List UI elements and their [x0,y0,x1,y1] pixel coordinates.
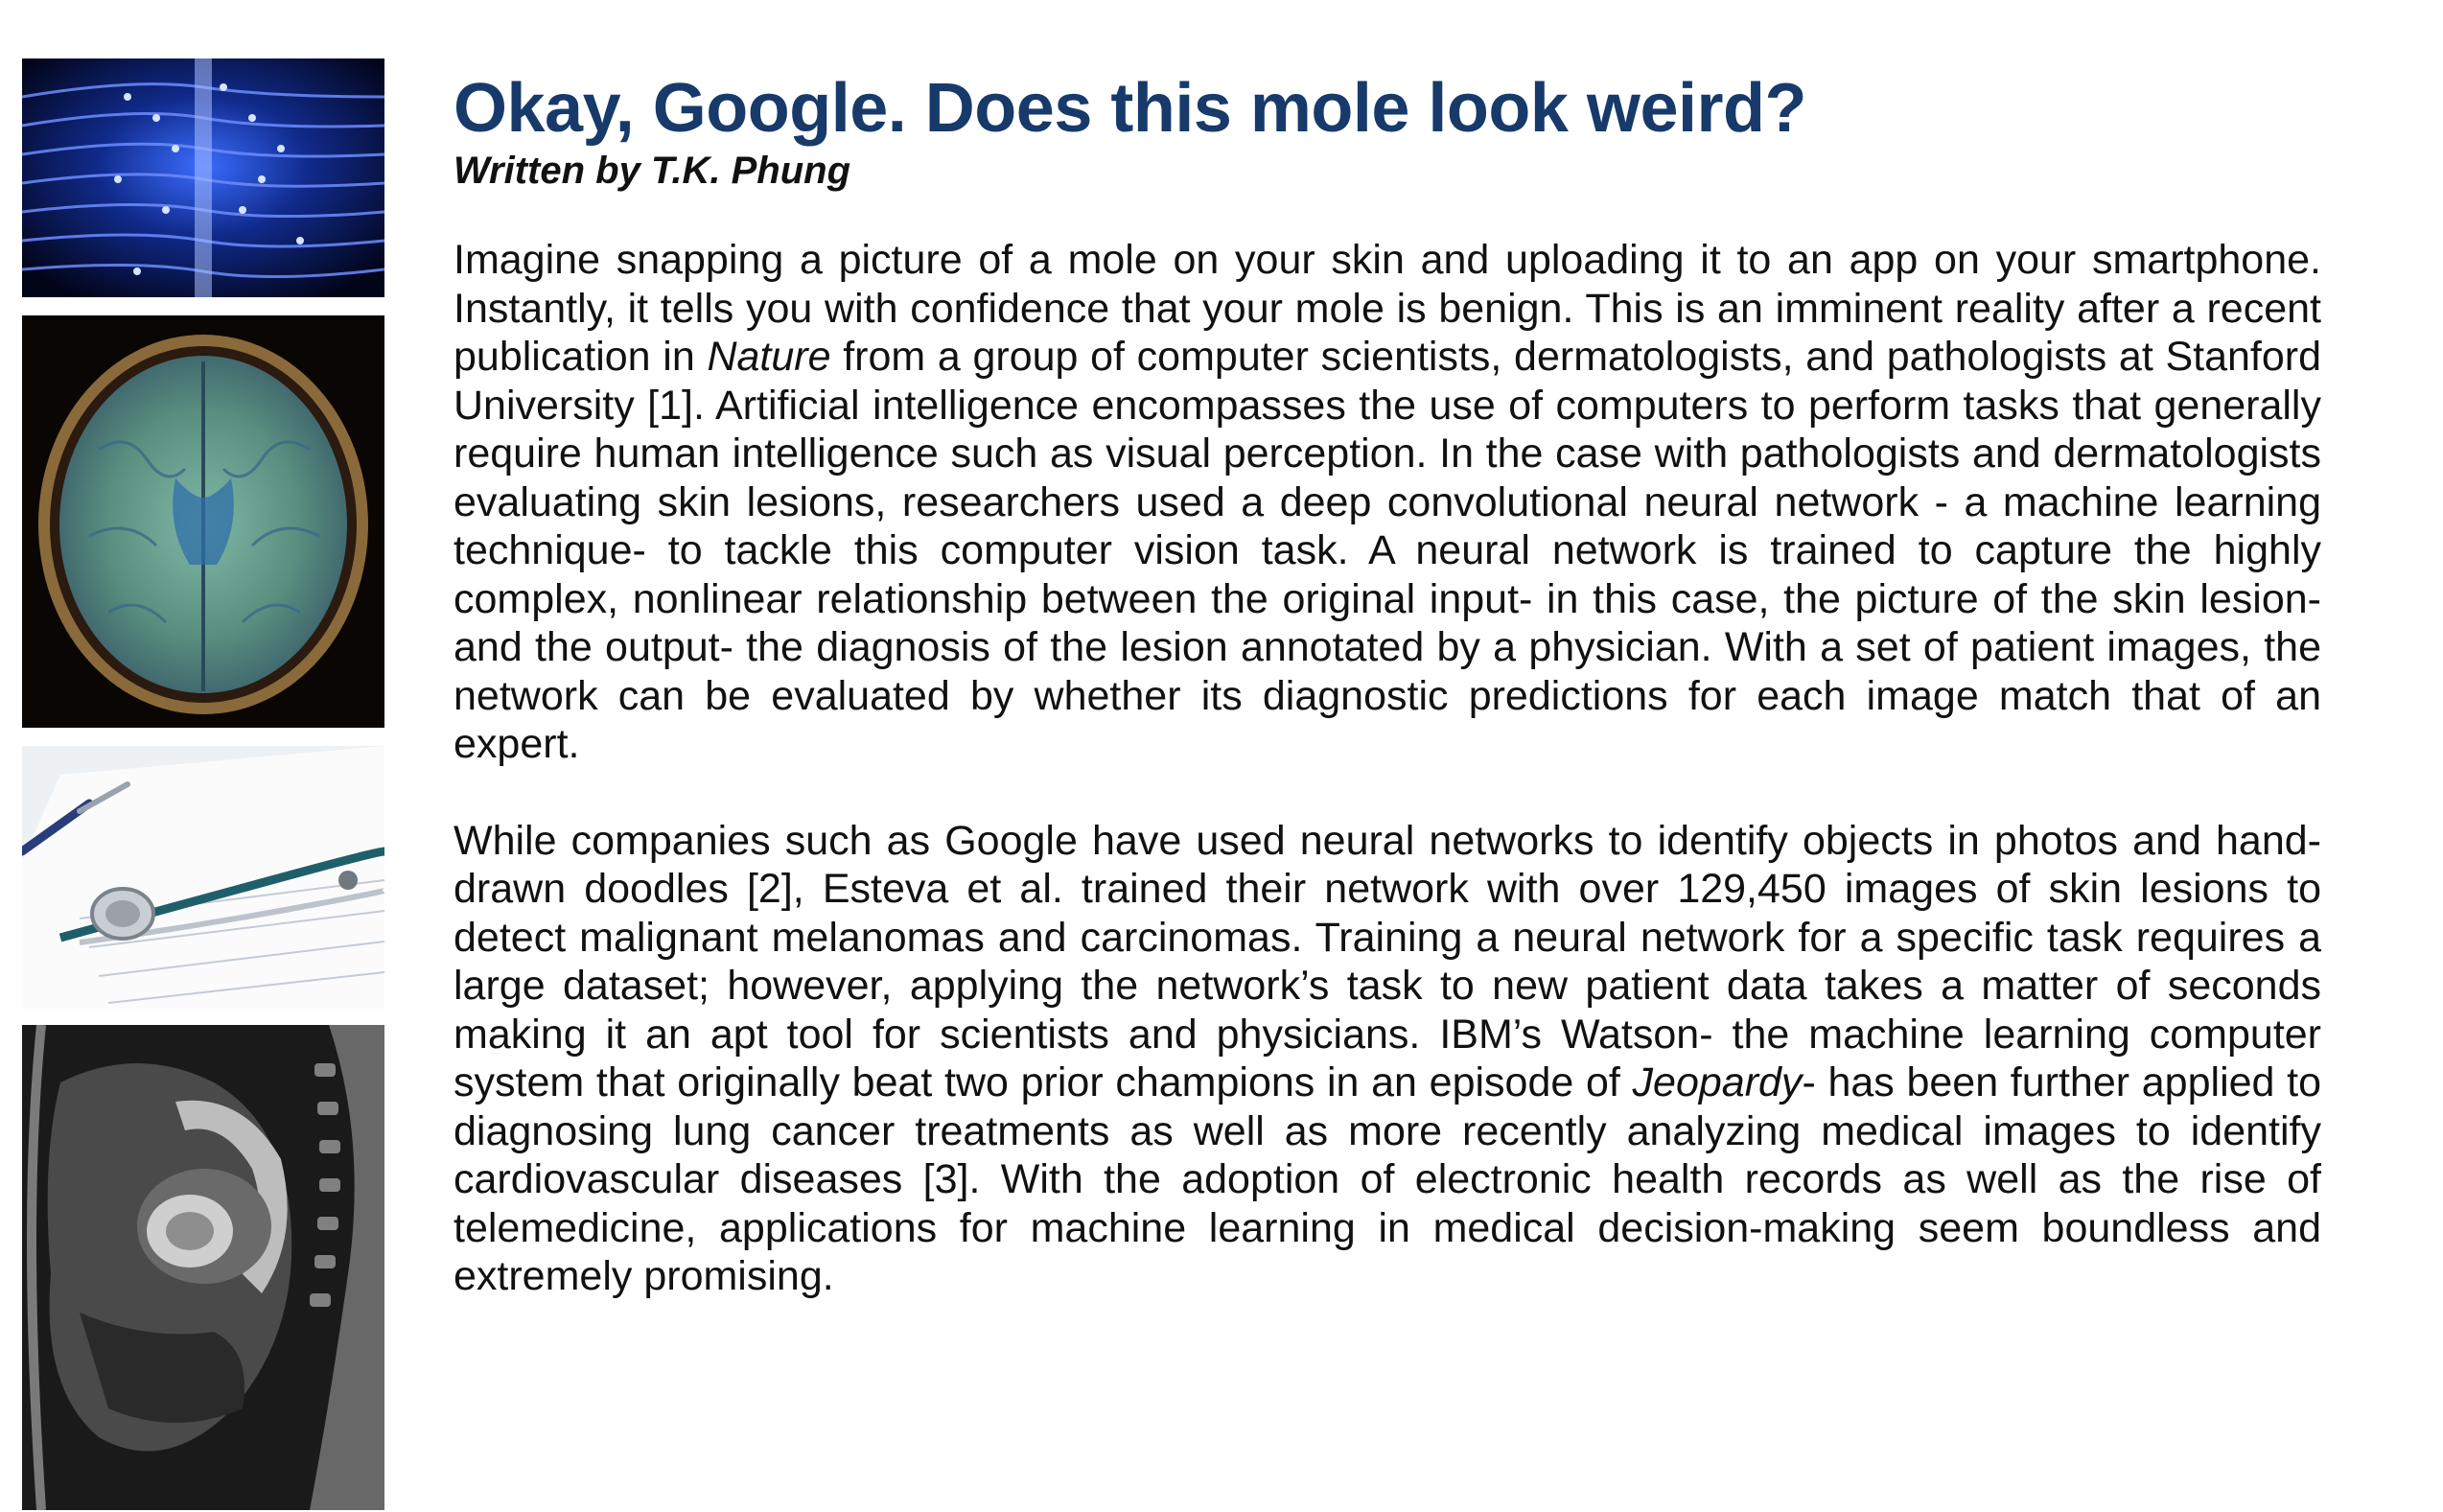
paragraph-1-text-c: from a group of computer scientists, dermatologists, and pathologists at Stanford University [1]. Artificial intelligence encompasses the use of computers to perform tasks that generally require human intelligence such as visual perception. In the case with pathologists and dermatologists evaluating skin lesions, researchers used a deep convolutional neural network - a machine learning technique- to tackle this computer vision task. A neural network is trained to capture the highly complex, nonlinear relationship between the original input- in this case, the picture of the skin lesion- and the output- the diagnosis of the lesion annotated by a physician. With a set of patient images, the network can be evaluated by whether its diagnostic predictions for each image match that of an expert. [454,334,2321,767]
cardiac-mri-image [22,1025,384,1510]
paragraph-2-text-a: While companies such as Google have used neural networks to identify objects in photos and hand-drawn doodles [2], Esteva et al. trained their network with over 129,450 images of skin lesions to detect malignant melanomas and carcinomas. Training a neural network for a specific task requires a large dataset; however, applying the network’s task to new patient data takes a matter of seconds making it an apt tool for scientists and physicians. IBM’s Watson- the machine learning computer system that originally beat two prior champions in an episode of [454,817,2321,1105]
server-rack-icon [22,58,384,297]
paragraph-1-text-a: Imagine snapping a picture of a mole on your skin and uploading it to an app on your smartphone. Instantly, it tells you with confidence that your mole is benign. This is an imminent reality after a recent publication in [454,237,2321,380]
brain-mri-image [22,315,384,728]
brain-scan-icon [22,315,384,728]
paragraph-2-text-c: - has been further applied to diagnosing lung cancer treatments as well as more recently analyzing medical images to identify cardiovascular diseases [3]. With the adoption of electronic health records as well as the rise of telemedicine, applications for machine learning in medical decision-making seem boundless and extremely promising. [454,1059,2322,1299]
article-paragraph-1 [454,236,2321,769]
stethoscope-icon [22,746,384,1009]
article-paragraph-2 [454,817,2321,1301]
show-name-jeopardy: Jeopardy [1632,1059,1803,1105]
article [454,67,2321,1349]
stethoscope-image [22,746,384,1009]
cardiac-scan-icon [22,1025,384,1510]
article-byline: Written by T.K. Phung [454,150,851,192]
article-title: Okay, Google. Does this mole look weird? [454,70,1806,147]
server-rack-image [22,58,384,297]
journal-name-nature: Nature [707,334,831,380]
